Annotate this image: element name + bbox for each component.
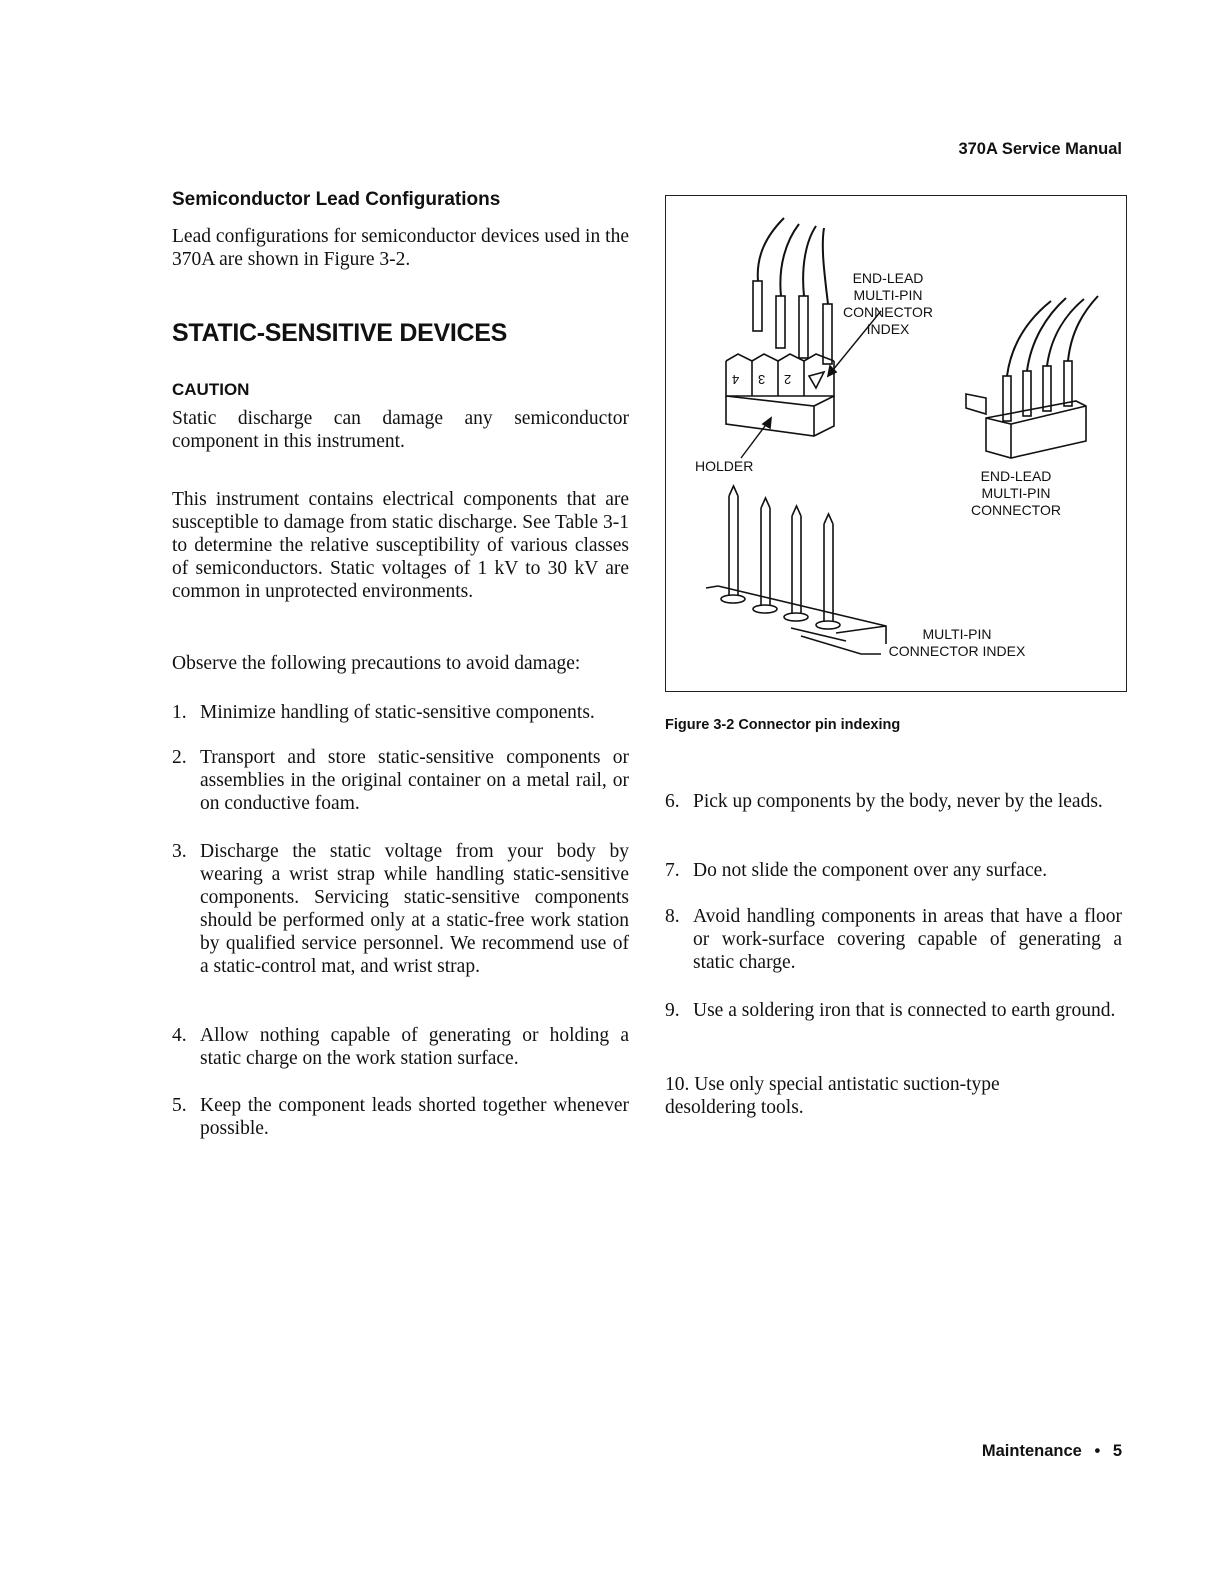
footer-section: Maintenance: [981, 1442, 1082, 1460]
label-end-lead-index: END-LEAD MULTI-PIN CONNECTOR INDEX: [843, 270, 933, 337]
wires-left: [758, 218, 828, 304]
terminals-left: [753, 281, 832, 364]
cell-number-3: 3: [758, 372, 766, 387]
list-item: 6. Pick up components by the body, never by the leads.: [665, 791, 1103, 812]
multi-pin-header: [706, 486, 886, 654]
end-lead-connector: [966, 296, 1098, 458]
list-item: 1. Minimize handling of static-sensitive components.: [172, 702, 595, 723]
page-number: 5: [1112, 1442, 1122, 1460]
list-item: 4. Allow nothing capable of generating or holding a static charge on the work station surface.: [172, 1025, 629, 1069]
list-item: 8. Avoid handling components in areas that have a floor or work-surface covering capable of generating a static charge.: [665, 906, 1122, 973]
footer-bullet: •: [1094, 1442, 1101, 1460]
list-item: 10. Use only special antistatic suction-type desoldering tools.: [665, 1074, 1000, 1118]
section-heading: Semiconductor Lead Configurations: [172, 189, 501, 210]
list-item: 3. Discharge the static voltage from your body by wearing a wrist strap while handling static-sensitive components. Servicing static-sensitive components should be performed only at a static-free work station by qualified service personnel. We recommend use of a static-control mat, and wrist strap.: [172, 841, 629, 977]
label-end-lead-connector: END-LEAD MULTI-PIN CONNECTOR: [971, 468, 1061, 518]
list-item: 2. Transport and store static-sensitive components or assemblies in the original container on a metal rail, or on conductive foam.: [172, 747, 629, 814]
list-item: 9. Use a soldering iron that is connected to earth ground.: [665, 1000, 1116, 1021]
caution-label: CAUTION: [172, 380, 250, 399]
running-header: 370A Service Manual: [958, 140, 1122, 158]
label-multipin-index: MULTI-PIN CONNECTOR INDEX: [888, 626, 1026, 659]
cell-number-4: 4: [732, 372, 740, 387]
list-item: 7. Do not slide the component over any surface.: [665, 860, 1048, 881]
figure-caption: Figure 3-2 Connector pin indexing: [665, 717, 901, 733]
page-footer: [982, 1442, 1122, 1461]
label-holder: HOLDER: [695, 458, 754, 474]
caution-text: Static discharge can damage any semiconductor component in this instrument.: [172, 408, 629, 452]
static-paragraph: This instrument contains electrical components that are susceptible to damage from static discharge. See Table 3-1 to determine the relative susceptibility of various classes of semiconductors. Static voltages of 1 kV to 30 kV are common in unprotected environments.: [172, 489, 629, 602]
holder: [726, 354, 834, 436]
main-heading: STATIC-SENSITIVE DEVICES: [172, 319, 507, 347]
list-item: 5. Keep the component leads shorted together whenever possible.: [172, 1095, 629, 1139]
section-text: Lead configurations for semiconductor devices used in the 370A are shown in Figure 3-2.: [172, 226, 629, 270]
precautions-intro: Observe the following precautions to avoid damage:: [172, 653, 581, 674]
figure-connector-pin-indexing: [665, 195, 1127, 692]
cell-number-2: 2: [784, 372, 792, 387]
